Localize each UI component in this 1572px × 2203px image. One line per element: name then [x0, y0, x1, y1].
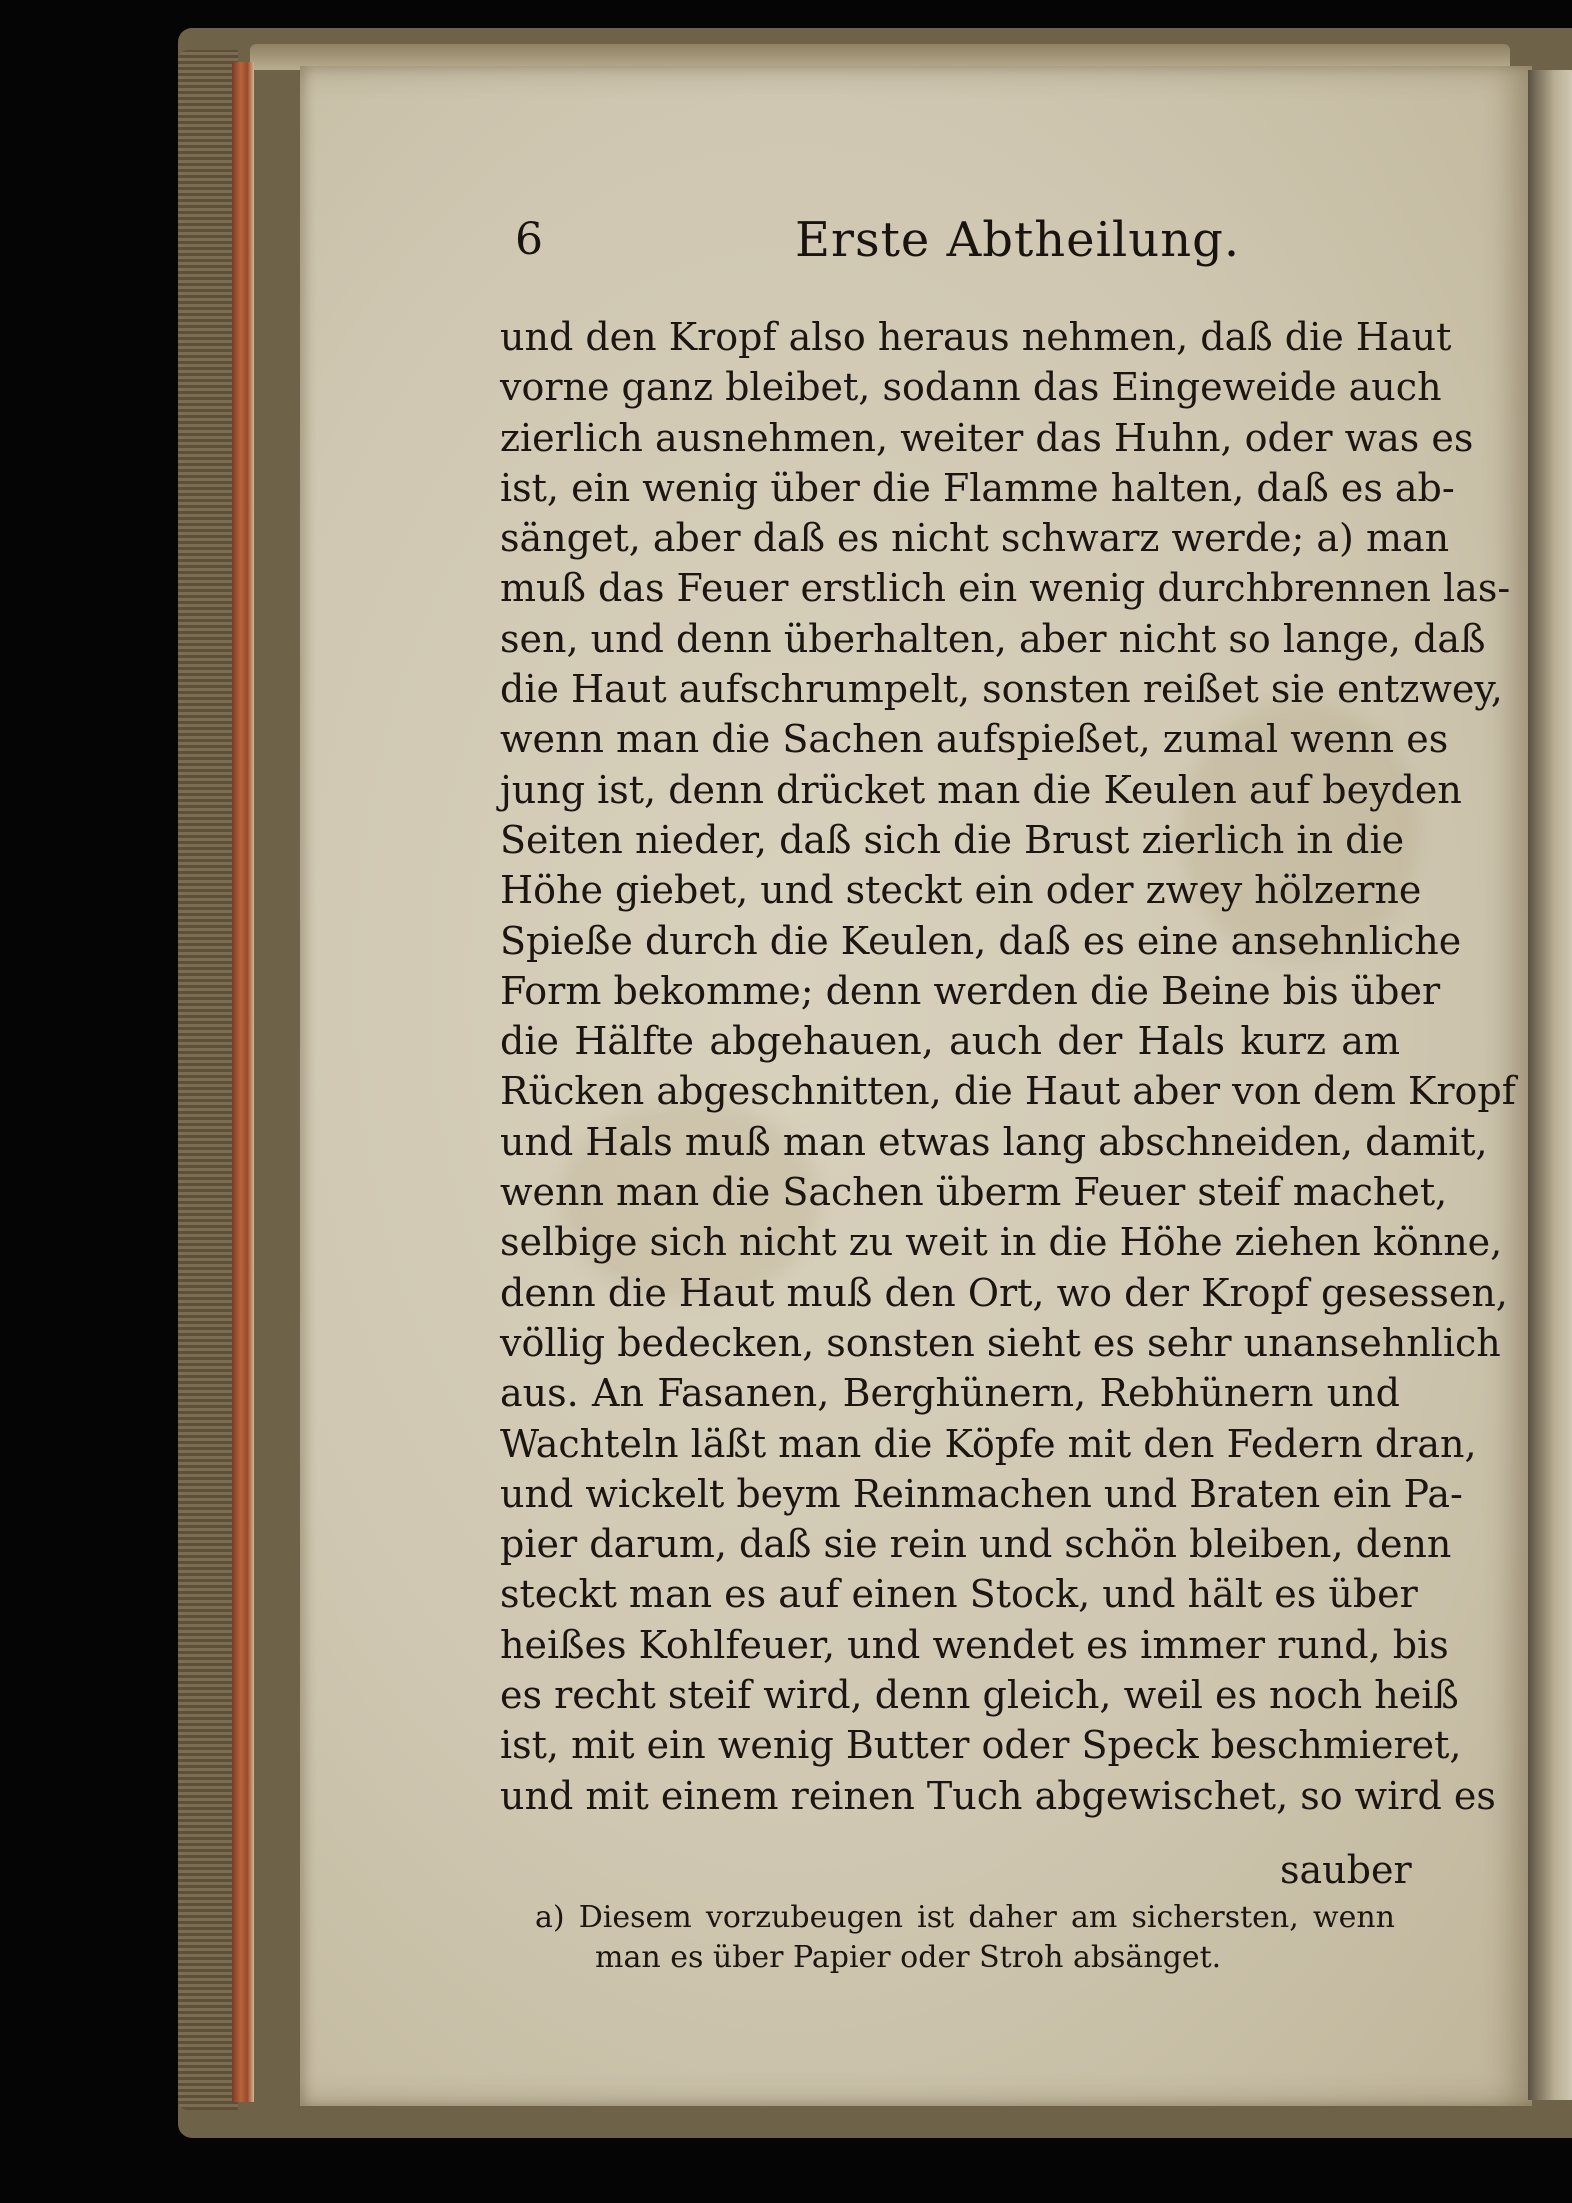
text-line: die Hälfte abgehauen, auch der Hals kurz am	[500, 1019, 1400, 1064]
text-line: selbige sich nicht zu weit in die Höhe ziehen könne,	[500, 1220, 1503, 1265]
text-line: Spieße durch die Keulen, daß es eine ansehnliche	[500, 918, 1462, 963]
footnote	[535, 1898, 1395, 1978]
text-line: aus. An Fasanen, Berghünern, Rebhünern und	[500, 1371, 1400, 1416]
text-line: muß das Feuer erstlich ein wenig durchbrennen las-	[500, 566, 1511, 611]
page-header	[495, 210, 1425, 270]
text-line: steckt man es auf einen Stock, und hält es über	[500, 1572, 1418, 1617]
text-line: und mit einem reinen Tuch abgewischet, so wird es	[500, 1773, 1496, 1818]
text-line: wenn man die Sachen aufspießet, zumal wenn es	[500, 717, 1449, 762]
text-line: heißes Kohlfeuer, und wendet es immer rund, bis	[500, 1622, 1449, 1667]
footnote-line: man es über Papier oder Stroh absänget.	[595, 1940, 1222, 1975]
page-block-edge	[178, 50, 238, 2110]
text-line: wenn man die Sachen überm Feuer steif machet,	[500, 1170, 1448, 1215]
text-line: pier darum, daß sie rein und schön bleiben, denn	[500, 1522, 1452, 1567]
facing-page-edge	[1528, 70, 1572, 2100]
text-line: denn die Haut muß den Ort, wo der Kropf gesessen,	[500, 1270, 1508, 1315]
red-page-edge	[232, 62, 254, 2102]
text-line: und den Kropf also heraus nehmen, daß die Haut	[500, 315, 1452, 359]
text-line: ist, mit ein wenig Butter oder Speck beschmieret,	[500, 1723, 1462, 1768]
text-line: vorne ganz bleibet, sodann das Eingeweide auch	[500, 365, 1442, 410]
text-line: ist, ein wenig über die Flamme halten, daß es ab-	[500, 465, 1455, 510]
text-line: Rücken abgeschnitten, die Haut aber von dem Kropf	[500, 1069, 1516, 1114]
text-line: die Haut aufschrumpelt, sonsten reißet sie entzwey,	[500, 667, 1503, 712]
catchword: sauber	[1280, 1848, 1412, 1892]
text-line: es recht steif wird, denn gleich, weil es noch heiß	[500, 1673, 1459, 1718]
text-line: Wachteln läßt man die Köpfe mit den Federn dran,	[500, 1421, 1477, 1466]
text-line: jung ist, denn drücket man die Keulen auf beyden	[500, 767, 1462, 812]
text-line: Seiten nieder, daß sich die Brust zierlich in die	[500, 817, 1405, 862]
running-head: Erste Abtheilung.	[795, 212, 1241, 268]
text-line: sen, und denn überhalten, aber nicht so lange, daß	[500, 616, 1486, 661]
text-line: und Hals muß man etwas lang abschneiden, damit,	[500, 1119, 1488, 1164]
text-line: völlig bedecken, sonsten sieht es sehr unansehnlich	[500, 1320, 1501, 1365]
text-line: und wickelt beym Reinmachen und Braten ein Pa-	[500, 1471, 1463, 1516]
text-line: Form bekomme; denn werden die Beine bis über	[500, 968, 1441, 1013]
page-number: 6	[515, 214, 543, 265]
text-line: sänget, aber daß es nicht schwarz werde; a) man	[500, 516, 1450, 561]
footnote-line: a) Diesem vorzubeugen ist daher am sichersten, wenn	[535, 1900, 1395, 1935]
text-line: Höhe giebet, und steckt ein oder zwey hölzerne	[500, 868, 1422, 913]
text-line: zierlich ausnehmen, weiter das Huhn, oder was es	[500, 415, 1474, 460]
body-text	[500, 312, 1516, 1821]
